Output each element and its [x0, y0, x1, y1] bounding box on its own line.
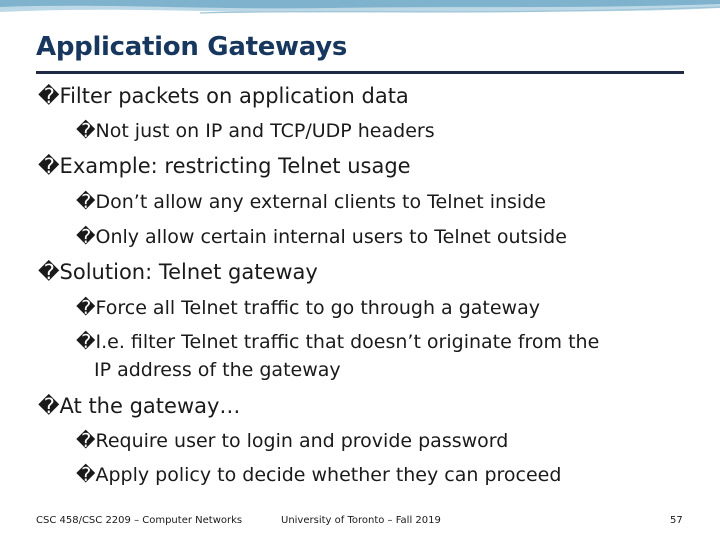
footer-course: CSC 458/CSC 2209 – Computer Networks	[36, 515, 243, 526]
bullet-filter-packets	[38, 84, 409, 108]
bullet-glyph: �	[76, 297, 96, 319]
sub-bullet-text: Only allow certain internal users to Telnet outside	[95, 226, 567, 248]
bullet-glyph: �	[38, 154, 60, 178]
sub-bullet-text: I.e. filter Telnet traffic that doesn’t originate from the	[95, 331, 600, 353]
bullet-text: Solution: Telnet gateway	[59, 260, 318, 284]
sub-bullet-apply-policy	[76, 464, 561, 486]
bullet-at-gateway	[38, 394, 240, 418]
sub-bullet-filter-origin	[76, 331, 599, 353]
bullet-text: Example: restricting Telnet usage	[59, 154, 411, 178]
slide-title: Application Gateways	[36, 32, 348, 62]
sub-bullet-text: Don’t allow any external clients to Telnet inside	[95, 191, 546, 213]
sub-bullet-text: Require user to login and provide password	[95, 430, 509, 452]
bullet-glyph: �	[76, 226, 96, 248]
bullet-solution-gateway	[38, 260, 318, 284]
bullet-glyph: �	[76, 120, 96, 142]
footer-page-number: 57	[670, 515, 683, 526]
title-underline	[36, 71, 684, 74]
sub-bullet-no-external-clients	[76, 191, 546, 213]
bullet-glyph: �	[38, 260, 60, 284]
sub-bullet-continuation: IP address of the gateway	[94, 359, 341, 381]
sub-bullet-require-login	[76, 430, 508, 452]
sub-bullet-text: Force all Telnet traffic to go through a gateway	[95, 297, 540, 319]
bullet-glyph: �	[38, 84, 60, 108]
bullet-glyph: �	[76, 464, 96, 486]
bullet-glyph: �	[76, 331, 96, 353]
bullet-text: At the gateway…	[59, 394, 241, 418]
footer-university: University of Toronto – Fall 2019	[281, 515, 441, 526]
decorative-header-swoosh	[0, 0, 720, 26]
sub-bullet-not-just-headers	[76, 120, 435, 142]
sub-bullet-certain-internal-users	[76, 226, 567, 248]
bullet-example-telnet	[38, 154, 411, 178]
bullet-glyph: �	[76, 191, 96, 213]
sub-bullet-force-traffic	[76, 297, 540, 319]
bullet-glyph: �	[76, 430, 96, 452]
sub-bullet-text: Apply policy to decide whether they can proceed	[95, 464, 562, 486]
sub-bullet-text: Not just on IP and TCP/UDP headers	[95, 120, 435, 142]
bullet-glyph: �	[38, 394, 60, 418]
bullet-text: Filter packets on application data	[59, 84, 409, 108]
